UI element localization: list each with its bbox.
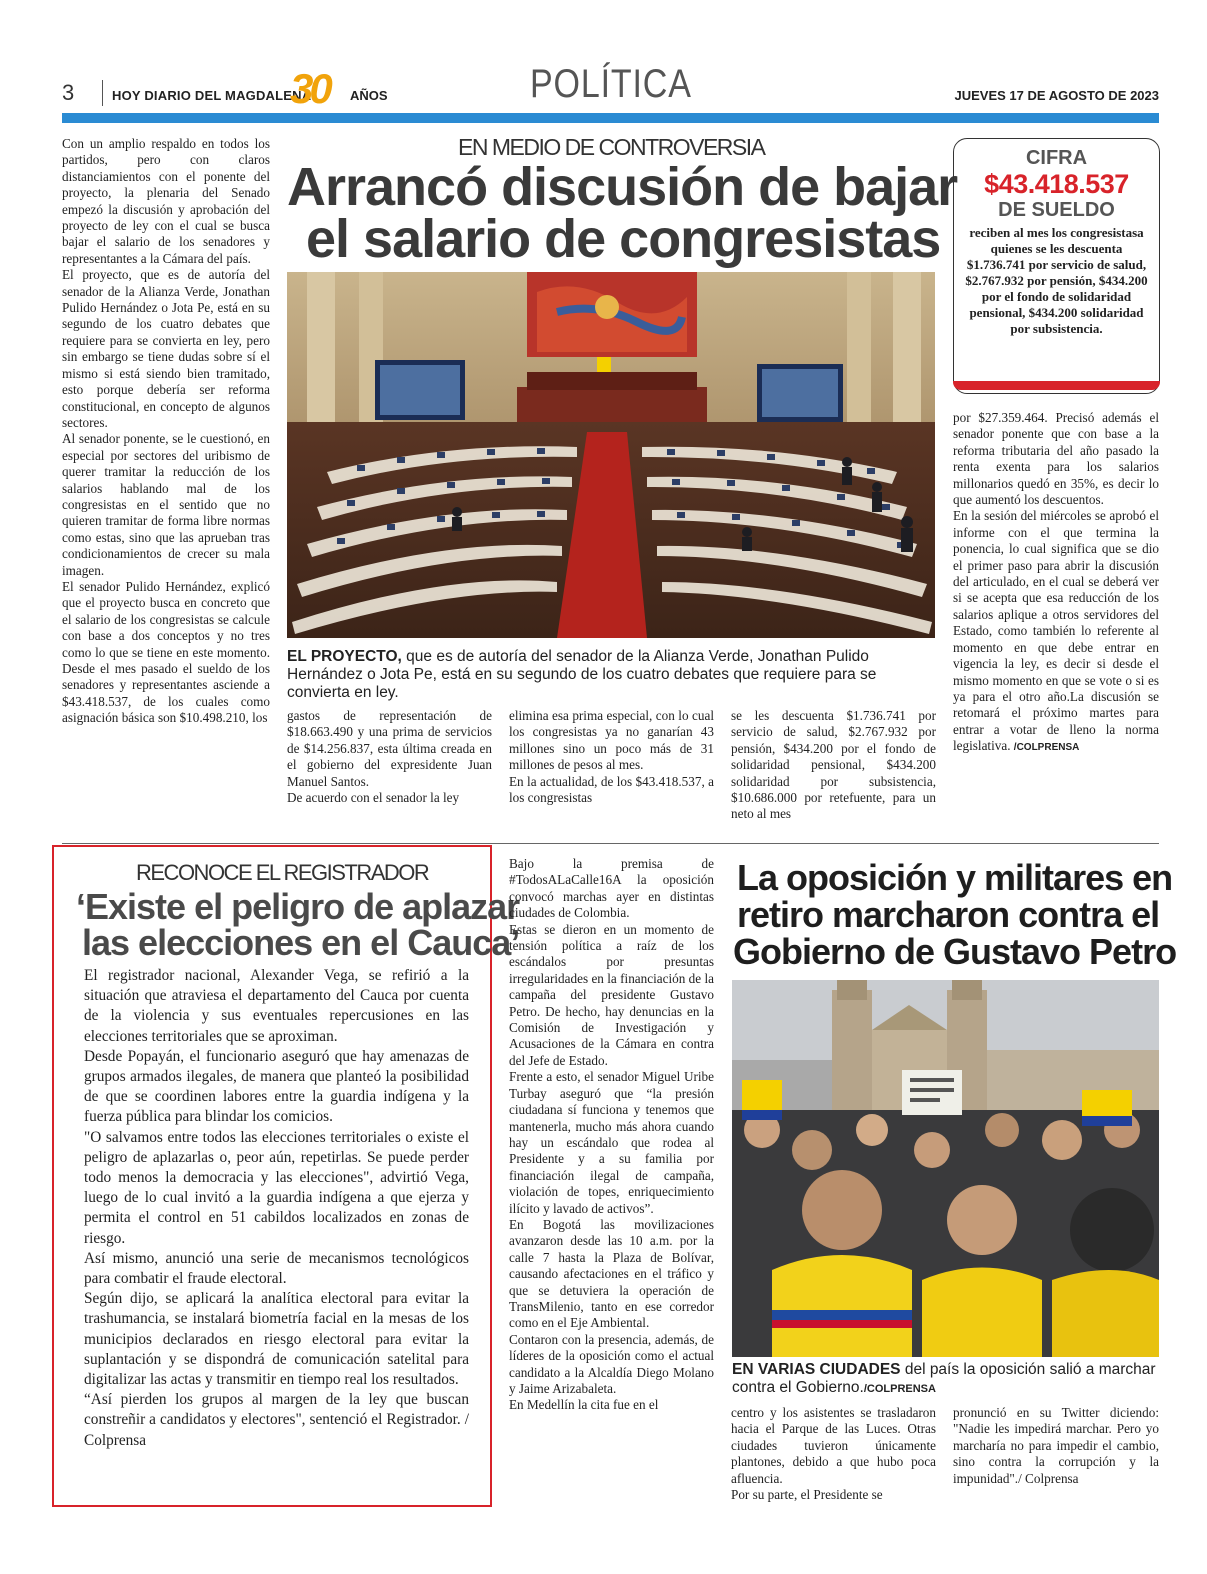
article3-column-2: [731, 1405, 936, 1503]
figure-callout: [953, 138, 1160, 394]
article1-column-1: [62, 136, 270, 727]
paragraph: Bajo la premisa de #TodosALaCalle16A la oposición convocó marchas ayer en distintas ciudades de Colombia.: [509, 856, 714, 921]
article2-body: [84, 966, 469, 1451]
article1-column-3: elimina esa prima especial, con lo cual los congresistas ya no ganarían 43 millones sino un poco más de 31 millones de pesos al mes. En la actualidad, de los $43.418.537, a los congresistas: [509, 708, 714, 806]
page-number: 3: [62, 80, 75, 105]
paper-name: HOY DIARIO DEL MAGDALENA: [112, 88, 312, 103]
paragraph: En Medellín la cita fue en el: [509, 1397, 659, 1413]
congress-photo-caption: [287, 648, 937, 702]
paragraph: Desde Popayán, el funcionario aseguró que hay amenazas de grupos armados ilegales, de manera que planteó la posibilidad de que se coordinen labores entre la guardia indígena y la fuerza pública para blindar los comicios.: [84, 1047, 469, 1126]
section-title: POLÍTICA: [530, 62, 692, 106]
anniversary-logo: 30: [290, 65, 329, 112]
credit: /COLPRENSA: [1013, 742, 1080, 754]
paragraph: El proyecto, que es de autoría del senador de la Alianza Verde, Jonathan Pulido Hernández o Jota Pe, está en su segundo de los cuatro debates que requiere para se convierta en ley, pero sin embargo se tiene dudas sobre sí el mismo si está siendo bien tramitado, esto porque debería ser reforma constitucional, en concepto de algunos sectores.: [62, 267, 270, 430]
article1-column-4: se les descuenta $1.736.741 por servicio de salud, $2.767.932 por pensión, $434.200 por el fondo de solidaridad pensional, $434.200 solidaridad por subsistencia, $10.686.000 por retefuente, para un neto al mes: [731, 708, 936, 822]
paragraph: Al senador ponente, se le cuestionó, en especial por sectores del uribismo de querer tramitar la reducción de los salarios hablando mal de los congresistas en el sentido que no quieren tramitar de forma libre normas como estas, sino que las aprueban tras condicionamientos de crecer su mala imagen.: [62, 431, 270, 578]
callout-text: reciben al mes los congresistasa quienes se les descuenta $1.736.741 por servicio de salud, $2.767.932 por pensión, $434.200 por el fondo de solidaridad pensional, $434.200 solidaridad por subsistencia.: [965, 225, 1148, 336]
article3-headline-line1: La oposición y militares en: [737, 857, 1173, 898]
caption-text: que es de autoría del senador de la Alianza Verde, Jonathan Pulido Hernández o Jota Pe, está en su segundo de los cuatro debates que requiere para se convierta en ley.: [287, 648, 877, 701]
article2-headline-line1: ‘Existe el peligro de aplazar: [76, 886, 520, 927]
article3-headline-line3: Gobierno de Gustavo Petro: [733, 931, 1177, 972]
section-divider: [62, 843, 1159, 844]
caption-text: del país la oposición salió a marchar contra el Gobierno.: [732, 1361, 1156, 1396]
paragraph-text: En la sesión del miércoles se aprobó el informe con el que termina la ponencia, lo cual significa que se dio el primer paso para abrir la discusión del articulado, en el cual se deberá ver si se acepta que esa reducción de los salarios aplique a otros servidores del Estado, como también lo referente al momento en que debe entrar en vigencia la ley, es decir si desde el mismo momento en que se vote o si es ya para el otro año.La discusión se retomará el próximo martes para entrar a votar de lleno la norma legislativa.: [953, 508, 1159, 754]
article2-kicker: RECONOCE EL REGISTRADOR: [136, 860, 429, 885]
article1-kicker: EN MEDIO DE CONTROVERSIA: [458, 134, 765, 160]
paragraph: Por su parte, el Presidente se: [731, 1487, 883, 1503]
paragraph: [953, 508, 1159, 756]
paragraph: El registrador nacional, Alexander Vega, se refirió a la situación que atraviesa el departamento del Cauca por cuenta de la violencia y sus eventuales repercusiones en las elecciones territoriales que se aproximan.: [84, 967, 469, 1045]
article3-column-1: [509, 856, 714, 1414]
article1-column-2: gastos de representación de $18.663.490 y una prima de servicios de $14.256.837, esta última creada en el gobierno del expresidente Juan Manuel Santos. De acuerdo con el senador la ley: [287, 708, 492, 806]
paragraph: En Bogotá las movilizaciones avanzaron desde las 10 a.m. por la calle 7 hasta la Plaza de Bolívar, causando afectaciones en el tráfico y que se detuviera la operación de TransMilenio, tanto en ese corredor como en el Eje Ambiental.: [509, 1216, 714, 1331]
paragraph: Contaron con la presencia, además, de líderes de la oposición como el actual candidato a la Alcaldía Diego Molano y Jaime Arizabaleta.: [509, 1331, 714, 1396]
paragraph: "O salvamos entre todos las elecciones territoriales o existe el peligro de aplazarlas o, peor aún, repetirlas. Se puede perder todo menos la democracia y las elecciones", advirtió Vega, luego de lo cual invitó a la guardia indígena a que ejerza y permita el control en 51 cabildos localizados en zonas de riesgo.: [84, 1128, 469, 1247]
header-divider: [102, 80, 103, 106]
callout-sublabel: DE SUELDO: [998, 199, 1115, 221]
paragraph: El senador Pulido Hernández, explicó que el proyecto busca en concreto que el salario de los congresistas se calcule con base a dos conceptos y no tres como lo que se tiene en este momento. Desde el mes pasado el sueldo de los senadores y representantes asciende a $43.418.537, de los cuales como asignación básica son $10.498.210, los: [62, 578, 270, 726]
callout-accent-bar: [953, 381, 1160, 390]
march-photo: [732, 980, 1159, 1357]
congress-photo: [287, 272, 935, 638]
anniversary-suffix: AÑOS: [350, 88, 388, 103]
paragraph: Con un amplio respaldo en todos los partidos, pero con claros distanciamientos con el ponente del proyecto, la plenaria del Senado empezó la discusión y aprobación del proyecto de ley con el cual se busca bajar el salario de los senadores y representantes a la Cámara del país.: [62, 136, 270, 266]
article1-column-5: [953, 410, 1159, 757]
paragraph: Frente a esto, el senador Miguel Uribe Turbay aseguró que “la presión ciudadana sí funciona y tenemos que mantenerla, mucho más ahora cuando hay un escándalo que rodea al Presidente y a su familia por financiación ilegal de campaña, violación de topes, enriquecimiento ilícito y lavado de activos”.: [509, 1069, 714, 1216]
caption-lead: EL PROYECTO,: [287, 648, 402, 665]
paragraph: Según dijo, se aplicará la analítica electoral para evitar la trashumancia, se instalará biometría facial en la mesas de los municipios declarados en riesgo electoral para evitar la suplantación y se dispondrá de comunicación satelital para digitalizar las actas y transmitir en tiempo real los resultados.: [84, 1290, 469, 1389]
issue-date: JUEVES 17 DE AGOSTO DE 2023: [954, 88, 1159, 103]
callout-value: $43.418.537: [984, 169, 1129, 199]
header-rule: [62, 113, 1159, 123]
callout-label: CIFRA: [1025, 147, 1088, 169]
article1-headline-line2: el salario de congresistas: [306, 209, 941, 269]
paragraph: “Así pierden los grupos al margen de la ley que buscan constreñir a candidatos y electores", sentenció el Registrador. / Colprensa: [84, 1391, 469, 1449]
article3-headline-line2: retiro marcharon contra el: [737, 894, 1160, 935]
article1-headline-line1: Arrancó discusión de bajar: [287, 157, 958, 217]
paragraph: por $27.359.464. Precisó además el senador ponente que con base a la reforma tributaria del año pasado la renta exenta para los salarios millonarios quedó en 35%, es decir lo que aumentó los descuentos.: [953, 410, 1159, 508]
paragraph: Así mismo, anunció una serie de mecanismos tecnológicos para combatir el fraude electoral.: [84, 1249, 469, 1288]
article3-column-3: pronunció en su Twitter diciendo: "Nadie les impedirá marchar. Pero yo marcharía no para impedir el cambio, sino contra la corrupción y la impunidad"./ Colprensa: [953, 1405, 1159, 1486]
photo-credit: /COLPRENSA: [863, 1383, 936, 1395]
article2-headline-line2: las elecciones en el Cauca’: [82, 922, 520, 963]
caption-lead: EN VARIAS CIUDADES: [732, 1361, 901, 1378]
paragraph: centro y los asistentes se trasladaron hacia el Parque de las Luces. Otras ciudades tuvieron únicamente plantones, debido a que hubo poca afluencia.: [731, 1405, 936, 1486]
march-photo-caption: [732, 1361, 1159, 1398]
paragraph: Estas se dieron en un momento de tensión política a raíz de los escándalos por presuntas irregularidades en la financiación de la campaña del presidente Gustavo Petro. De hecho, hay denuncias en la Comisión de Investigación y Acusaciones de la Cámara en contra del Jefe de Estado.: [509, 921, 714, 1068]
